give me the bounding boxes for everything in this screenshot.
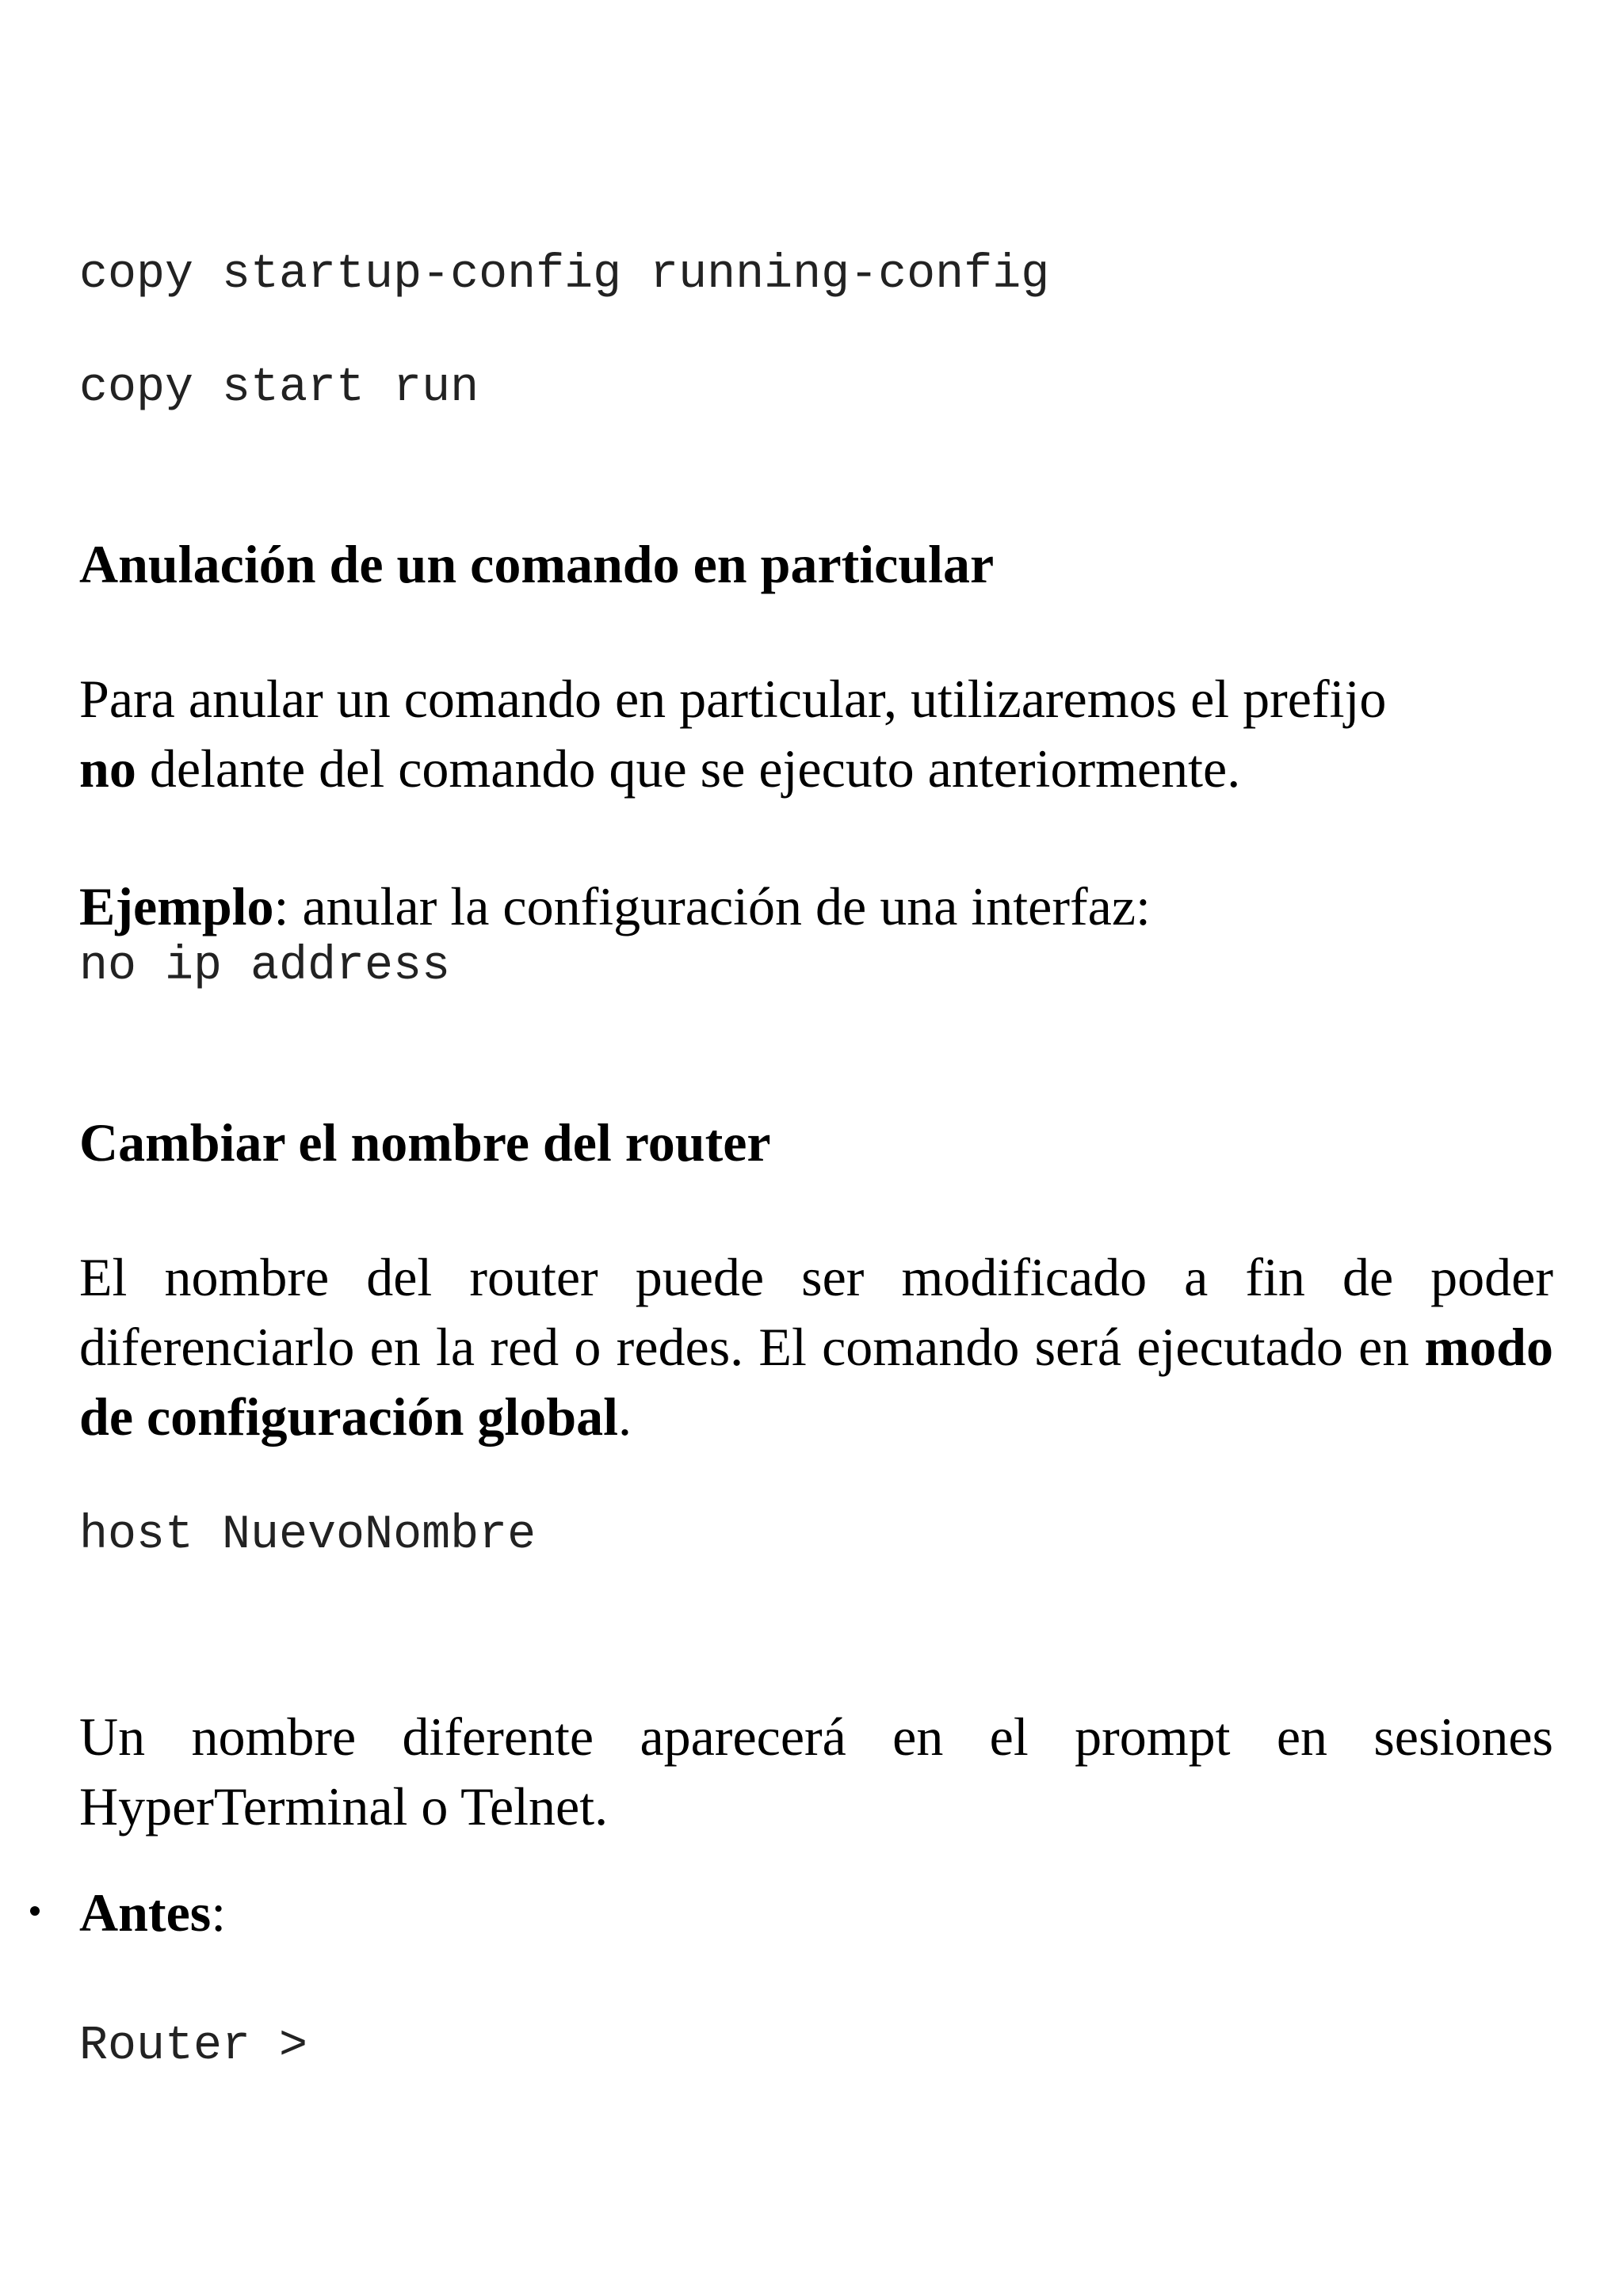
- paragraph-anulacion-text-2: delante del comando que se ejecuto anteriormente.: [136, 738, 1241, 799]
- paragraph-ejemplo: [79, 871, 1553, 941]
- paragraph-anulacion: [79, 664, 1553, 803]
- ejemplo-text: : anular la configuración de una interfaz:: [273, 876, 1151, 936]
- code-no-ip-address: no ip address: [79, 940, 451, 994]
- bullet-item-antes: [79, 1878, 1553, 1947]
- heading-cambiar-nombre: Cambiar el nombre del router: [79, 1112, 771, 1173]
- ejemplo-label: Ejemplo: [79, 876, 274, 936]
- code-router-prompt: Router >: [79, 2019, 308, 2073]
- paragraph-nombre-text-1: El nombre del router puede ser modificado a fin de poder diferenciarlo en la red o redes. El comando será ejecutado en: [79, 1247, 1553, 1377]
- heading-anulacion: Anulación de un comando en particular: [79, 534, 995, 594]
- bold-modo-configuracion-global: modo de configuración global: [79, 1317, 1553, 1447]
- antes-label: Antes: [79, 1882, 212, 1943]
- paragraph-anulacion-text-1: Para anular un comando en particular, utilizaremos el prefijo: [79, 669, 1387, 729]
- code-host-nuevonombre: host NuevoNombre: [79, 1508, 537, 1562]
- paragraph-cambiar-nombre: [79, 1242, 1553, 1451]
- code-copy-start-run: copy start run: [79, 361, 479, 415]
- code-copy-startup-running: copy startup-config running-config: [79, 248, 1050, 302]
- paragraph-nombre-text-2: .: [618, 1386, 632, 1447]
- antes-suffix: :: [211, 1882, 227, 1943]
- bullet-dot: [30, 1906, 40, 1916]
- bold-no: no: [79, 738, 136, 799]
- paragraph-prompt-sesiones: Un nombre diferente aparecerá en el prompt en sesiones HyperTerminal o Telnet.: [79, 1707, 1553, 1836]
